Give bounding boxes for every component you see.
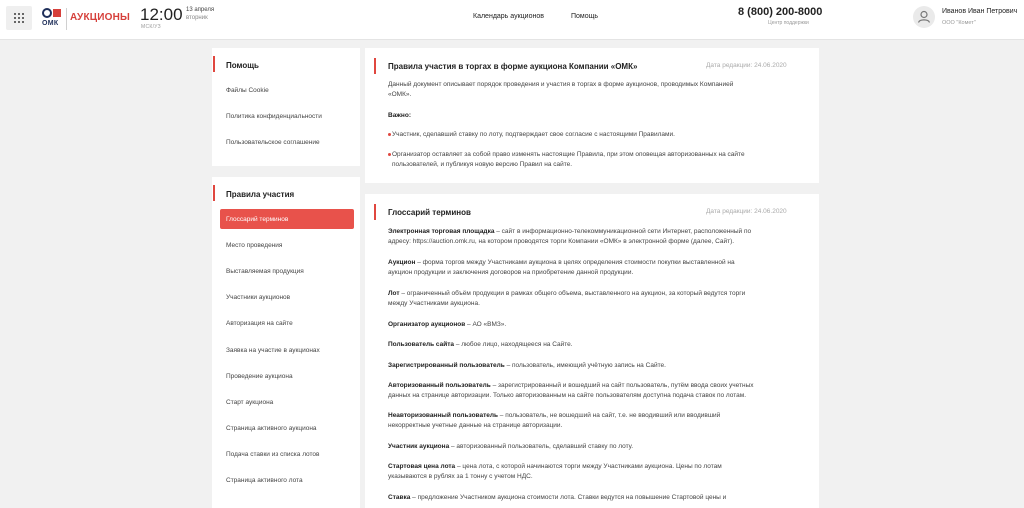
sidebar-item-privacy[interactable]: Политика конфиденциальности	[226, 113, 322, 120]
glossary-term-2	[388, 258, 806, 268]
glossary-term-11	[388, 493, 806, 503]
glossary-term-9	[388, 442, 806, 452]
glossary-term-10	[388, 462, 806, 472]
user-icon	[913, 6, 935, 28]
rules-card-date: Дата редакции: 24.06.2020	[706, 62, 787, 69]
glossary-term-7	[388, 381, 806, 391]
term-name: Электронная торговая площадка	[388, 228, 495, 235]
glossary-term-8	[388, 411, 806, 421]
term-name: Аукцион	[388, 259, 416, 266]
bullet-dot	[388, 133, 391, 136]
clock-city: МСК/УЗ	[141, 24, 161, 30]
clock-date: 13 апреля	[186, 7, 215, 13]
term-definition: – форма торгов между Участниками аукциона в целях определения стоимости покупки выставленной на	[415, 259, 735, 266]
term-name: Зарегистрированный пользователь	[388, 362, 505, 369]
term-definition: – авторизованный пользователь, сделавший ставку по лоту.	[449, 443, 634, 450]
omk-logo[interactable]	[42, 8, 62, 30]
glossary-term-1-cont: адресу: https://auction.omk.ru, на котором проводятся торги Компании «ОМК» в электронной форме (далее, Сайт).	[388, 238, 735, 245]
sidebar-item-bid-from-list[interactable]: Подача ставки из списка лотов	[226, 451, 320, 458]
term-name: Стартовая цена лота	[388, 463, 456, 470]
term-definition: – пользователь, имеющий учётную запись на Сайте.	[504, 362, 666, 369]
apps-grid-icon[interactable]	[6, 6, 32, 30]
term-definition: – любое лицо, находящееся на Сайте.	[454, 341, 573, 348]
user-company: ООО "Комет"	[942, 20, 976, 26]
rules-bullet-2: Организатор оставляет за собой право изменять настоящие Правила, при этом оповещая авторизованных на сайте	[392, 151, 745, 158]
glossary-term-1	[388, 227, 806, 237]
clock-time: 12:00	[140, 5, 183, 24]
avatar[interactable]	[913, 6, 935, 28]
term-name: Неавторизованный пользователь	[388, 412, 498, 419]
sidebar-item-active-lot[interactable]: Страница активного лота	[226, 477, 303, 484]
rules-intro-line1: Данный документ описывает порядок проведения и участия в торгах в форме аукционов, проводимых Компанией	[388, 81, 734, 88]
sidebar-item-authorization[interactable]: Авторизация на сайте	[226, 320, 293, 327]
glossary-title: Глоссарий терминов	[388, 208, 471, 217]
accent-bar	[213, 185, 215, 201]
accent-bar	[213, 56, 215, 72]
term-name: Организатор аукционов	[388, 321, 466, 328]
clock-weekday: вторник	[186, 15, 208, 21]
sidebar-item-active-auction[interactable]: Страница активного аукциона	[226, 425, 317, 432]
rules-intro-line2: «ОМК».	[388, 91, 412, 98]
bullet-dot	[388, 153, 391, 156]
sidebar-item-agreement[interactable]: Пользовательское соглашение	[226, 139, 320, 146]
sidebar-item-start[interactable]: Старт аукциона	[226, 399, 274, 406]
term-name: Пользователь сайта	[388, 341, 455, 348]
support-label: Центр поддержки	[768, 20, 809, 26]
glossary-term-5	[388, 340, 806, 350]
rules-bullet-1: Участник, сделавший ставку по лоту, подтверждает свое согласие с настоящими Правилами.	[392, 131, 675, 138]
term-definition: – предложение Участником аукциона стоимости лота. Ставки ведутся на повышение Стартовой цены и	[410, 494, 727, 501]
term-name: Ставка	[388, 494, 411, 501]
term-definition: – сайт в информационно-телекоммуникационной сети Интернет, расположенный по	[494, 228, 752, 235]
brand-title[interactable]: АУКЦИОНЫ	[70, 12, 131, 23]
term-name: Участник аукциона	[388, 443, 450, 450]
rules-card-title: Правила участия в торгах в форме аукциона Компании «ОМК»	[388, 62, 638, 71]
sidebar-item-participants[interactable]: Участники аукционов	[226, 294, 291, 301]
sidebar-item-application[interactable]: Заявка на участие в аукционах	[226, 347, 320, 354]
glossary-term-3	[388, 289, 806, 299]
rules-title: Правила участия	[226, 190, 295, 199]
term-name: Лот	[388, 290, 400, 297]
glossary-term-3-cont: между Участниками аукциона.	[388, 300, 480, 307]
glossary-term-2-cont: аукцион продукции и заключения договоров на приобретение данной продукции.	[388, 269, 634, 276]
sidebar-item-label: Глоссарий терминов	[226, 216, 289, 223]
sidebar-item-cookies[interactable]: Файлы Cookie	[226, 87, 269, 94]
important-label: Важно:	[388, 112, 411, 119]
sidebar-item-products[interactable]: Выставляемая продукция	[226, 268, 304, 275]
term-name: Авторизованный пользователь	[388, 382, 491, 389]
term-definition: – АО «ВМЗ».	[465, 321, 507, 328]
help-title: Помощь	[226, 61, 259, 70]
accent-bar	[374, 58, 376, 74]
user-name[interactable]: Иванов Иван Петрович	[942, 8, 1018, 15]
support-phone[interactable]: 8 (800) 200-8000	[738, 6, 823, 18]
term-definition: – цена лота, с которой начинаются торги между Участниками аукциона. Цены по лотам	[455, 463, 722, 470]
logo-text: ОМК	[42, 20, 59, 27]
rules-bullet-2-cont: пользователей, и публикуя новую версию Правил на сайте.	[392, 161, 573, 168]
term-definition: – ограниченный объём продукции в рамках общего объема, выставленного на аукцион, за который ведутся торги	[399, 290, 746, 297]
glossary-term-10-cont: указываются в рублях за 1 тонну с учетом НДС.	[388, 473, 533, 480]
sidebar-item-conducting[interactable]: Проведение аукциона	[226, 373, 293, 380]
glossary-term-4	[388, 320, 806, 330]
nav-auction-calendar[interactable]: Календарь аукционов	[473, 13, 544, 20]
sidebar-item-venue[interactable]: Место проведения	[226, 242, 283, 249]
nav-help[interactable]: Помощь	[571, 13, 599, 20]
accent-bar	[374, 204, 376, 220]
glossary-term-7-cont: данных на странице авторизации. Только авторизованным на сайте пользователям доступна подача ставок по лотам.	[388, 392, 747, 399]
glossary-term-8-cont: некорректные учетные данные на странице авторизации.	[388, 422, 563, 429]
top-bar	[0, 0, 1024, 40]
term-definition: – зарегистрированный и вошедший на сайт пользователь, путём ввода своих учетных	[490, 382, 754, 389]
glossary-term-6	[388, 361, 806, 371]
divider	[66, 8, 67, 30]
glossary-date: Дата редакции: 24.06.2020	[706, 208, 787, 215]
term-definition: – пользователь, не вошедший на сайт, т.е. не вводивший или вводивший	[498, 412, 721, 419]
